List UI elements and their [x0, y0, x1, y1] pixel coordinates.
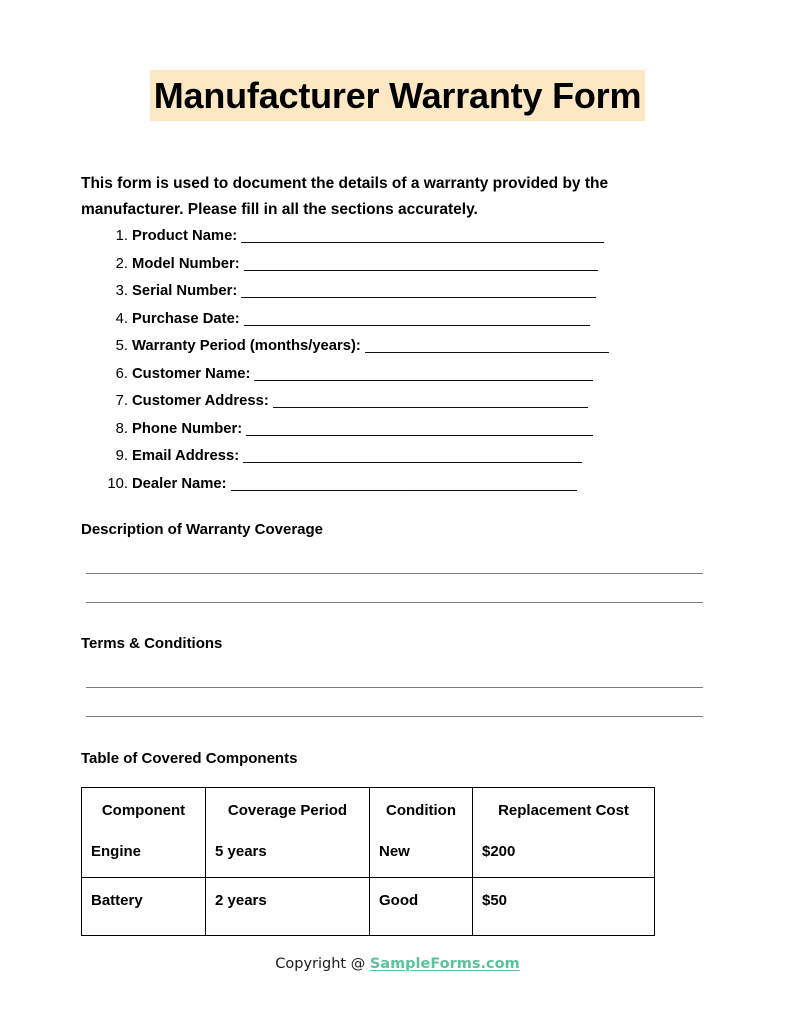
field-label: Warranty Period (months/years): — [132, 338, 361, 354]
table-cell-condition — [370, 878, 473, 936]
field-blank-line[interactable]: ____________________________________________ — [230, 475, 578, 492]
field-label: Customer Address: — [132, 393, 269, 409]
field-blank-line[interactable]: ____________________________________________ — [243, 310, 591, 327]
table-cell-component — [82, 788, 206, 878]
table-cell-condition — [370, 788, 473, 878]
field-blank-line[interactable]: _____________________________________________ — [243, 255, 599, 272]
field-blank-line[interactable]: ________________________________________ — [272, 393, 588, 409]
list-item — [99, 393, 699, 421]
covered-components-table — [81, 787, 655, 936]
page-title: Manufacturer Warranty Form — [150, 70, 646, 121]
column-header-component: Component — [101, 802, 186, 819]
table-row — [82, 788, 655, 878]
list-item-number: 1. — [115, 228, 128, 244]
field-blank-line[interactable]: ______________________________________________ — [241, 228, 604, 244]
field-label: Dealer Name: — [132, 475, 227, 492]
list-item-number: 3. — [115, 283, 128, 299]
cell-component-value: Engine — [91, 843, 142, 860]
table-cell-cost — [473, 788, 655, 878]
list-item — [99, 283, 699, 311]
field-label: Phone Number: — [132, 420, 243, 437]
list-item — [99, 476, 699, 504]
list-item — [99, 448, 699, 476]
column-header-coverage-period: Coverage Period — [227, 802, 348, 819]
footer — [0, 956, 795, 972]
cell-coverage-value: 5 years — [215, 843, 267, 860]
list-item — [99, 256, 699, 284]
table-cell-cost — [473, 878, 655, 936]
page-title-container — [0, 70, 795, 121]
terms-write-line-1[interactable] — [86, 687, 703, 688]
field-label: Purchase Date: — [132, 310, 240, 327]
description-write-line-1[interactable] — [86, 573, 703, 574]
list-item — [99, 421, 699, 449]
list-item — [99, 338, 699, 366]
intro-paragraph: This form is used to document the details of a warranty provided by the manufacturer. Please fill in all the sections accurately. — [81, 174, 609, 218]
field-label: Model Number: — [132, 255, 240, 272]
list-item — [99, 311, 699, 339]
form-fields-list — [99, 228, 699, 503]
column-header-replacement-cost: Replacement Cost — [498, 802, 629, 819]
table-cell-component — [82, 878, 206, 936]
field-label: Product Name: — [132, 228, 238, 244]
section-heading-terms: Terms & Conditions — [81, 635, 223, 652]
table-cell-coverage — [206, 878, 370, 936]
brand-link[interactable]: SampleForms.com — [369, 956, 520, 972]
field-label: Serial Number: — [132, 283, 238, 299]
field-blank-line[interactable]: ___________________________________________ — [254, 365, 594, 382]
list-item-number: 4. — [115, 310, 128, 327]
copyright-text: Copyright @ — [275, 956, 370, 972]
cell-cost-value: $50 — [482, 892, 508, 909]
field-label: Email Address: — [132, 448, 240, 464]
cell-component-value: Battery — [91, 892, 143, 909]
cell-condition-value: New — [379, 843, 410, 860]
section-heading-description: Description of Warranty Coverage — [81, 521, 323, 538]
table-row — [82, 878, 655, 936]
section-heading-table: Table of Covered Components — [81, 750, 298, 767]
description-write-line-2[interactable] — [86, 602, 703, 603]
field-blank-line[interactable]: _______________________________ — [364, 338, 610, 354]
list-item-number: 2. — [115, 255, 128, 272]
list-item-number: 6. — [115, 365, 128, 382]
field-blank-line[interactable]: ____________________________________________ — [246, 420, 593, 437]
list-item-number: 10. — [107, 475, 128, 492]
column-header-condition: Condition — [386, 802, 456, 819]
cell-cost-value: $200 — [482, 843, 516, 860]
list-item-number: 9. — [115, 448, 128, 464]
table-cell-coverage — [206, 788, 370, 878]
list-item — [99, 228, 699, 256]
list-item — [99, 366, 699, 394]
field-label: Customer Name: — [132, 365, 251, 382]
field-blank-line[interactable]: ___________________________________________ — [243, 448, 582, 464]
cell-coverage-value: 2 years — [215, 892, 267, 909]
list-item-number: 5. — [115, 338, 128, 354]
cell-condition-value: Good — [379, 892, 419, 909]
list-item-number: 8. — [115, 420, 128, 437]
list-item-number: 7. — [115, 393, 128, 409]
terms-write-line-2[interactable] — [86, 716, 703, 717]
field-blank-line[interactable]: _____________________________________________ — [241, 283, 596, 299]
